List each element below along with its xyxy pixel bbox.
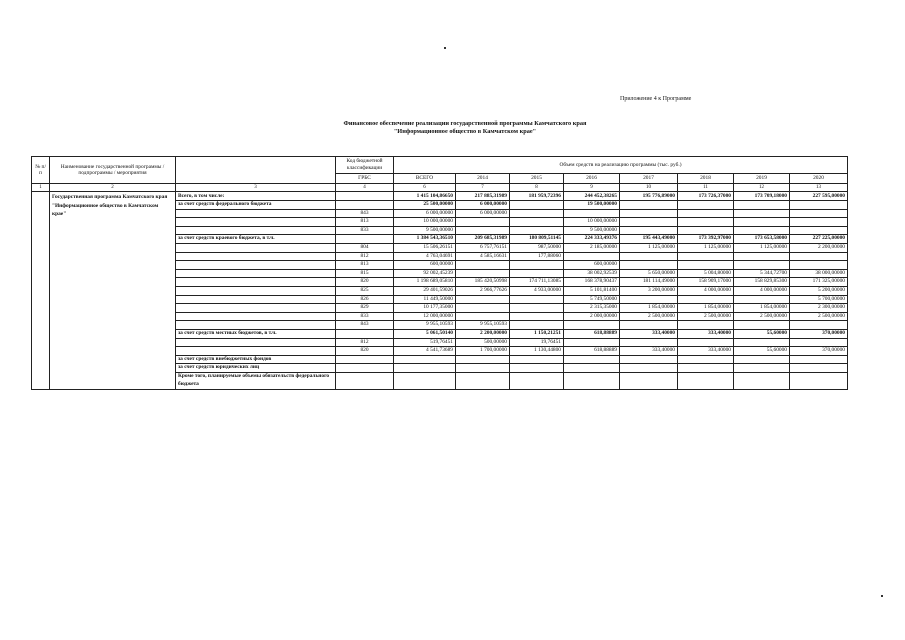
- amount-cell: 1 125,00000: [620, 243, 678, 252]
- amount-cell: 244 452,38265: [564, 192, 620, 201]
- amount-cell: [620, 364, 678, 373]
- amount-cell: [620, 218, 678, 227]
- amount-cell: [620, 338, 678, 347]
- amount-cell: 6 000,00000: [394, 209, 456, 218]
- amount-cell: [510, 209, 564, 218]
- header-source: [176, 157, 336, 184]
- amount-cell: 2 500,00000: [620, 312, 678, 321]
- amount-cell: [510, 261, 564, 270]
- amount-cell: [456, 364, 510, 373]
- amount-cell: [620, 261, 678, 270]
- funding-source: [176, 261, 336, 270]
- grbs-code: 820: [336, 278, 394, 287]
- amount-cell: 618,88889: [564, 347, 620, 356]
- header-year: 2015: [510, 173, 564, 183]
- amount-cell: 2 200,00000: [456, 329, 510, 338]
- amount-cell: [790, 218, 848, 227]
- funding-source: [176, 338, 336, 347]
- grbs-code: 812: [336, 338, 394, 347]
- grbs-code: 843: [336, 321, 394, 330]
- amount-cell: 1 384 543,36510: [394, 235, 456, 244]
- amount-cell: 2 300,00000: [790, 304, 848, 313]
- amount-cell: 217 885,31989: [456, 192, 510, 201]
- amount-cell: 227 225,00000: [790, 235, 848, 244]
- column-number: 6: [394, 184, 456, 192]
- amount-cell: 173 709,18000: [734, 192, 790, 201]
- amount-cell: 173 392,97000: [678, 235, 734, 244]
- amount-cell: 171 325,00000: [790, 278, 848, 287]
- amount-cell: 177,88060: [510, 252, 564, 261]
- amount-cell: [678, 226, 734, 235]
- amount-cell: [790, 201, 848, 210]
- amount-cell: 10 000,00000: [564, 218, 620, 227]
- amount-cell: 5 344,72700: [734, 269, 790, 278]
- amount-cell: 2 315,35000: [564, 304, 620, 313]
- amount-cell: [510, 364, 564, 373]
- amount-cell: 29 401,59026: [394, 286, 456, 295]
- grbs-code: 825: [336, 286, 394, 295]
- amount-cell: 55,60000: [734, 347, 790, 356]
- amount-cell: [734, 252, 790, 261]
- amount-cell: [456, 226, 510, 235]
- grbs-code: 843: [336, 209, 394, 218]
- amount-cell: [456, 218, 510, 227]
- amount-cell: [790, 372, 848, 389]
- amount-cell: 1 198 689,05810: [394, 278, 456, 287]
- amount-cell: 4 933,00000: [510, 286, 564, 295]
- column-number: 4: [336, 184, 394, 192]
- funding-source: Кроме того, планируемые объемы обязательств федерального бюджета: [176, 372, 336, 389]
- amount-cell: [620, 321, 678, 330]
- amount-cell: 1 854,00000: [678, 304, 734, 313]
- column-number: 12: [734, 184, 790, 192]
- amount-cell: 2 185,00000: [564, 243, 620, 252]
- amount-cell: [456, 312, 510, 321]
- header-budget-code: Код бюджетной классификации: [336, 157, 394, 174]
- amount-cell: 5 700,00000: [790, 295, 848, 304]
- amount-cell: 19 500,00000: [564, 201, 620, 210]
- amount-cell: 2 000,00000: [564, 312, 620, 321]
- amount-cell: 1 700,00000: [456, 347, 510, 356]
- amount-cell: 5 650,00000: [620, 269, 678, 278]
- grbs-code: 804: [336, 243, 394, 252]
- header-name: Наименование государственной программы / подпрограммы / мероприятия: [50, 157, 176, 184]
- amount-cell: [394, 364, 456, 373]
- grbs-code: [336, 192, 394, 201]
- amount-cell: [620, 355, 678, 364]
- amount-cell: [790, 355, 848, 364]
- grbs-code: 829: [336, 304, 394, 313]
- amount-cell: [734, 226, 790, 235]
- amount-cell: 195 776,89000: [620, 192, 678, 201]
- amount-cell: [564, 209, 620, 218]
- amount-cell: 600,00000: [564, 261, 620, 270]
- grbs-code: 812: [336, 252, 394, 261]
- amount-cell: [620, 201, 678, 210]
- amount-cell: [678, 252, 734, 261]
- amount-cell: [510, 218, 564, 227]
- amount-cell: [734, 218, 790, 227]
- amount-cell: [790, 252, 848, 261]
- amount-cell: 11 449,50000: [394, 295, 456, 304]
- grbs-code: [336, 372, 394, 389]
- amount-cell: 4 763,04691: [394, 252, 456, 261]
- table-row: [32, 192, 848, 201]
- grbs-code: 813: [336, 261, 394, 270]
- header-number: № п/п: [32, 157, 50, 184]
- amount-cell: [734, 201, 790, 210]
- amount-cell: 174 711,13085: [510, 278, 564, 287]
- amount-cell: 5 061,50140: [394, 329, 456, 338]
- amount-cell: 2 966,77626: [456, 286, 510, 295]
- amount-cell: [456, 372, 510, 389]
- amount-cell: [790, 321, 848, 330]
- amount-cell: [620, 252, 678, 261]
- amount-cell: [564, 372, 620, 389]
- grbs-code: 826: [336, 295, 394, 304]
- column-number: 3: [176, 184, 336, 192]
- amount-cell: [790, 364, 848, 373]
- amount-cell: 1 125,00000: [678, 243, 734, 252]
- amount-cell: 2 500,00000: [734, 312, 790, 321]
- amount-cell: [678, 261, 734, 270]
- amount-cell: 1 415 104,86650: [394, 192, 456, 201]
- amount-cell: [456, 295, 510, 304]
- amount-cell: 180 809,51145: [510, 235, 564, 244]
- amount-cell: 4 585,16631: [456, 252, 510, 261]
- amount-cell: 19,76451: [510, 338, 564, 347]
- funding-source: [176, 226, 336, 235]
- amount-cell: [734, 295, 790, 304]
- amount-cell: [510, 312, 564, 321]
- amount-cell: 173 653,58000: [734, 235, 790, 244]
- header-year: 2016: [564, 173, 620, 183]
- amount-cell: 4 000,00000: [734, 286, 790, 295]
- grbs-code: [336, 364, 394, 373]
- header-year: 2017: [620, 173, 678, 183]
- amount-cell: 4 541,73689: [394, 347, 456, 356]
- amount-cell: 333,40000: [620, 347, 678, 356]
- funding-source: [176, 304, 336, 313]
- column-number: 7: [456, 184, 510, 192]
- amount-cell: 1 130,44800: [510, 347, 564, 356]
- amount-cell: [510, 321, 564, 330]
- header-year: 2018: [678, 173, 734, 183]
- amount-cell: 9 955,10593: [456, 321, 510, 330]
- amount-cell: [678, 201, 734, 210]
- amount-cell: 10 177,35000: [394, 304, 456, 313]
- funding-source: [176, 278, 336, 287]
- funding-source: [176, 347, 336, 356]
- amount-cell: [456, 261, 510, 270]
- amount-cell: 5 749,50000: [564, 295, 620, 304]
- column-number: 2: [50, 184, 176, 192]
- amount-cell: 2 500,00000: [790, 312, 848, 321]
- amount-cell: [734, 364, 790, 373]
- header-grbs: ГРБС: [336, 173, 394, 183]
- amount-cell: 500,00000: [456, 338, 510, 347]
- amount-cell: [620, 226, 678, 235]
- amount-cell: 370,00000: [790, 347, 848, 356]
- amount-cell: [394, 372, 456, 389]
- amount-cell: 168 378,90437: [564, 278, 620, 287]
- amount-cell: 9 955,10593: [394, 321, 456, 330]
- scan-speck: [881, 595, 883, 597]
- amount-cell: [394, 355, 456, 364]
- amount-cell: 1 854,00000: [620, 304, 678, 313]
- amount-cell: [510, 355, 564, 364]
- grbs-code: 833: [336, 226, 394, 235]
- funding-source: [176, 209, 336, 218]
- amount-cell: 181 114,49000: [620, 278, 678, 287]
- amount-cell: 987,50000: [510, 243, 564, 252]
- row-number-cell: [32, 192, 50, 389]
- amount-cell: 173 726,37000: [678, 192, 734, 201]
- funding-source: [176, 295, 336, 304]
- amount-cell: [510, 304, 564, 313]
- amount-cell: 195 443,49000: [620, 235, 678, 244]
- amount-cell: [564, 364, 620, 373]
- column-number: 8: [510, 184, 564, 192]
- amount-cell: 38 002,92539: [564, 269, 620, 278]
- amount-cell: [678, 338, 734, 347]
- funding-source: за счет средств внебюджетных фондов: [176, 355, 336, 364]
- amount-cell: [620, 295, 678, 304]
- amount-cell: [734, 321, 790, 330]
- funding-source: за счет средств юридических лиц: [176, 364, 336, 373]
- amount-cell: 333,40000: [678, 329, 734, 338]
- amount-cell: 9 500,00000: [564, 226, 620, 235]
- amount-cell: 370,00000: [790, 329, 848, 338]
- amount-cell: [734, 209, 790, 218]
- amount-cell: 92 002,45239: [394, 269, 456, 278]
- amount-cell: [620, 209, 678, 218]
- amount-cell: 6 000,00000: [456, 201, 510, 210]
- amount-cell: [734, 261, 790, 270]
- appendix-label: Приложение 4 к Программе: [620, 96, 692, 102]
- amount-cell: [564, 252, 620, 261]
- header-year: 2020: [790, 173, 848, 183]
- header-year: 2014: [456, 173, 510, 183]
- amount-cell: [678, 355, 734, 364]
- column-number: 13: [790, 184, 848, 192]
- amount-cell: [510, 269, 564, 278]
- amount-cell: [510, 295, 564, 304]
- amount-cell: 5 004,80000: [678, 269, 734, 278]
- amount-cell: [678, 321, 734, 330]
- amount-cell: 618,88889: [564, 329, 620, 338]
- amount-cell: 224 333,49376: [564, 235, 620, 244]
- amount-cell: 333,40000: [678, 347, 734, 356]
- grbs-code: [336, 235, 394, 244]
- amount-cell: 5 200,00000: [790, 286, 848, 295]
- amount-cell: [678, 364, 734, 373]
- grbs-code: 813: [336, 218, 394, 227]
- amount-cell: [790, 261, 848, 270]
- amount-cell: 38 000,00000: [790, 269, 848, 278]
- amount-cell: [734, 355, 790, 364]
- column-number: 1: [32, 184, 50, 192]
- grbs-code: 815: [336, 269, 394, 278]
- amount-cell: [620, 372, 678, 389]
- amount-cell: 55,60000: [734, 329, 790, 338]
- amount-cell: 1 125,00000: [734, 243, 790, 252]
- amount-cell: 333,40000: [620, 329, 678, 338]
- document-title-line-2: "Информационное общество в Камчатском крае": [393, 128, 537, 135]
- column-number: 9: [564, 184, 620, 192]
- funding-source: за счет средств федерального бюджета: [176, 201, 336, 210]
- amount-cell: 209 685,31989: [456, 235, 510, 244]
- funding-source: [176, 243, 336, 252]
- amount-cell: [564, 355, 620, 364]
- header-year: ВСЕГО: [394, 173, 456, 183]
- amount-cell: [510, 372, 564, 389]
- amount-cell: 181 959,72396: [510, 192, 564, 201]
- financing-table: [31, 156, 848, 390]
- amount-cell: [678, 209, 734, 218]
- column-number: 10: [620, 184, 678, 192]
- grbs-code: [336, 329, 394, 338]
- amount-cell: 1 854,00000: [734, 304, 790, 313]
- amount-cell: 519,76451: [394, 338, 456, 347]
- amount-cell: 227 595,00000: [790, 192, 848, 201]
- funding-source: [176, 252, 336, 261]
- funding-source: [176, 218, 336, 227]
- grbs-code: 820: [336, 347, 394, 356]
- amount-cell: 9 500,00000: [394, 226, 456, 235]
- amount-cell: 6 000,00000: [456, 209, 510, 218]
- grbs-code: [336, 201, 394, 210]
- amount-cell: 15 506,26151: [394, 243, 456, 252]
- amount-cell: [790, 226, 848, 235]
- amount-cell: 25 500,00000: [394, 201, 456, 210]
- amount-cell: [456, 269, 510, 278]
- amount-cell: [510, 201, 564, 210]
- funding-source: Всего, в том числе:: [176, 192, 336, 201]
- amount-cell: 10 000,00000: [394, 218, 456, 227]
- funding-source: за счет средств местных бюджетов, в т.ч.: [176, 329, 336, 338]
- funding-source: [176, 321, 336, 330]
- amount-cell: [564, 321, 620, 330]
- amount-cell: [456, 304, 510, 313]
- column-number: 11: [678, 184, 734, 192]
- grbs-code: 833: [336, 312, 394, 321]
- amount-cell: 5 101,81400: [564, 286, 620, 295]
- amount-cell: 600,00000: [394, 261, 456, 270]
- amount-cell: [510, 226, 564, 235]
- funding-source: [176, 286, 336, 295]
- amount-cell: 3 200,00000: [620, 286, 678, 295]
- scan-speck: [444, 47, 446, 49]
- funding-source: [176, 312, 336, 321]
- amount-cell: [734, 372, 790, 389]
- header-volume: Объем средств на реализацию программы (тыс. руб.): [394, 157, 848, 174]
- amount-cell: [564, 338, 620, 347]
- funding-source: за счет средств краевого бюджета, в т.ч.: [176, 235, 336, 244]
- column-number-row: [32, 184, 848, 192]
- amount-cell: [790, 209, 848, 218]
- amount-cell: [678, 295, 734, 304]
- funding-source: [176, 269, 336, 278]
- amount-cell: [734, 338, 790, 347]
- amount-cell: 158 829,85300: [734, 278, 790, 287]
- program-name: Государственная программа Камчатского края "Информационное общество в Камчатском крае": [50, 192, 176, 389]
- amount-cell: 1 150,21251: [510, 329, 564, 338]
- amount-cell: [790, 338, 848, 347]
- header-row: [32, 157, 848, 174]
- amount-cell: 185 420,50998: [456, 278, 510, 287]
- amount-cell: 2 200,00000: [790, 243, 848, 252]
- document-title-line-1: Финансовое обеспечение реализации государственной программы Камчатского края: [343, 120, 587, 127]
- amount-cell: 6 757,76151: [456, 243, 510, 252]
- amount-cell: [678, 372, 734, 389]
- amount-cell: [456, 355, 510, 364]
- header-year: 2019: [734, 173, 790, 183]
- amount-cell: 2 500,00000: [678, 312, 734, 321]
- amount-cell: 158 909,17000: [678, 278, 734, 287]
- amount-cell: [678, 218, 734, 227]
- grbs-code: [336, 355, 394, 364]
- amount-cell: 4 000,00000: [678, 286, 734, 295]
- amount-cell: 12 000,00000: [394, 312, 456, 321]
